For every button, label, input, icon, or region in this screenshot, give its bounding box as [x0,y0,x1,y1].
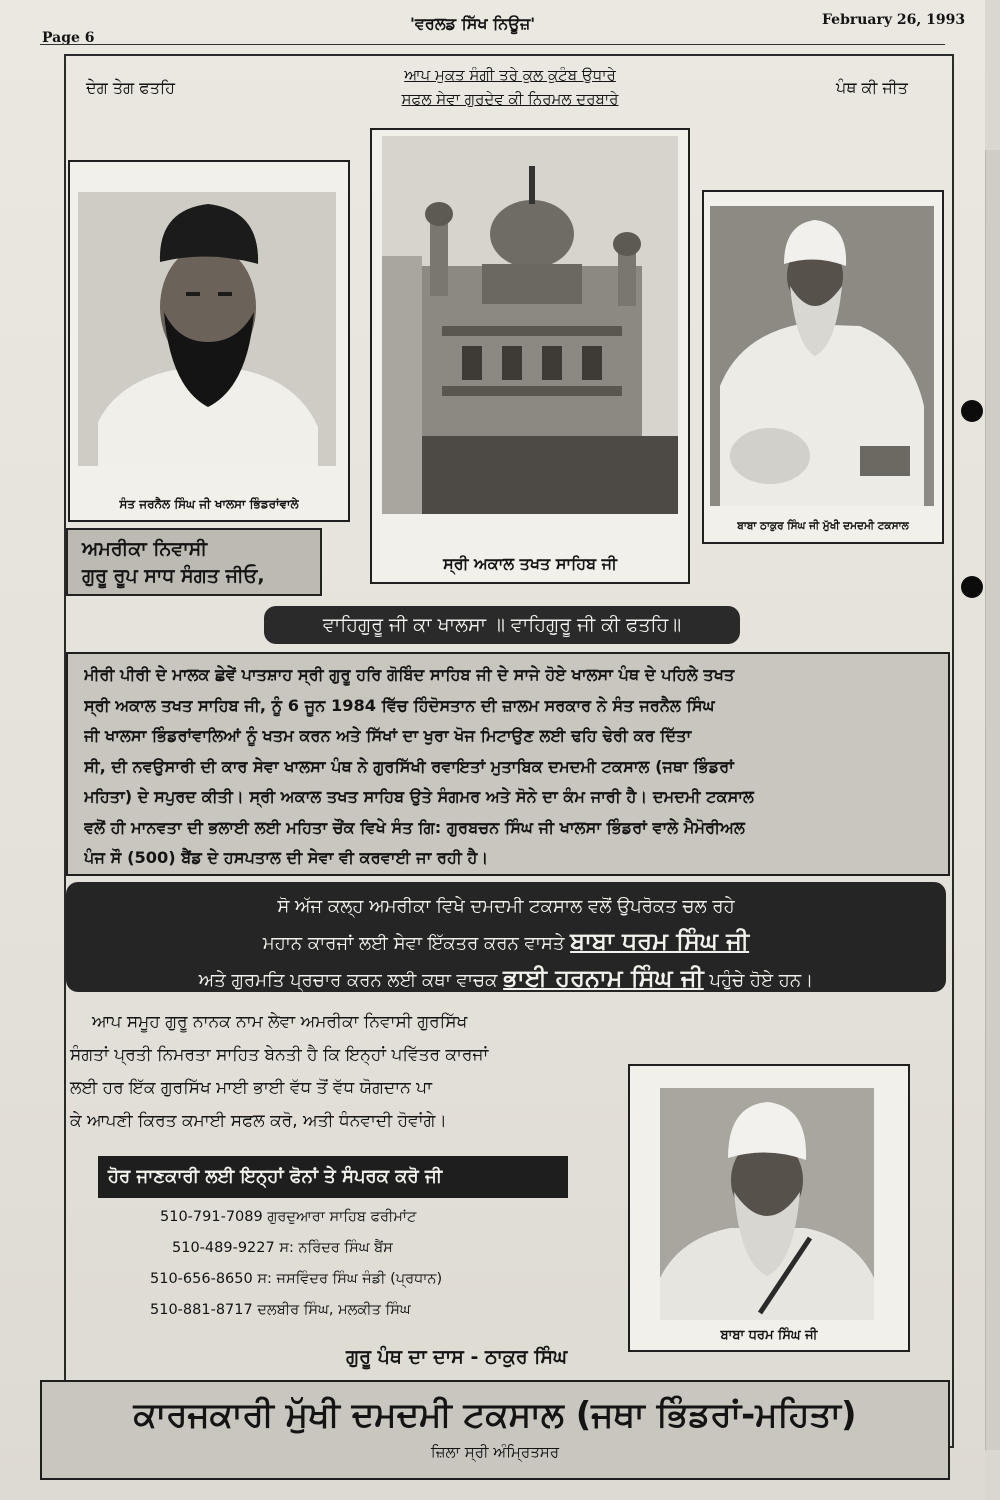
center-photo-box [370,128,690,584]
announcement-line-2 [66,924,946,961]
appeal-text [70,1006,600,1138]
background-strip [985,150,1000,1450]
phone-list [150,1202,442,1326]
appeal-line: ਕੇ ਆਪਣੀ ਕਿਰਤ ਕਮਾਈ ਸਫਲ ਕਰੋ, ਅਤੀ ਧੰਨਵਾਦੀ ਹੋਵਾਂਗੇ। [70,1111,447,1131]
portrait-photo-bottom [660,1088,874,1320]
footer-box [40,1380,950,1480]
binder-hole-bottom [961,576,983,598]
announcement-line-2-text: ਮਹਾਨ ਕਾਰਜਾਂ ਲਈ ਸੇਵਾ ਇੱਕਤਰ ਕਰਨ ਵਾਸਤੇ [262,933,565,954]
center-photo-caption: ਸ੍ਰੀ ਅਕਾਲ ਤਖਤ ਸਾਹਿਬ ਜੀ [443,554,617,573]
signature-line: ਗੁਰੂ ਪੰਥ ਦਾ ਦਾਸ - ਠਾਕੁਰ ਸਿੰਘ [346,1346,568,1368]
right-slogan: ਪੰਥ ਕੀ ਜੀਤ [836,78,908,97]
left-photo-caption: ਸੰਤ ਜਰਨੈਲ ਸਿੰਘ ਜੀ ਖਾਲਸਾ ਭਿੰਡਰਾਂਵਾਲੇ [119,497,299,511]
issue-date: February 26, 1993 [822,12,966,28]
baba-dharam-singh-name: ਬਾਬਾ ਧਰਮ ਸਿੰਘ ਜੀ [570,927,750,955]
phone-entry: 510-791-7089 ਗੁਰਦੁਆਰਾ ਸਾਹਿਬ ਫਰੀਮਾਂਟ [160,1209,417,1225]
appeal-line: ਸੰਗਤਾਂ ਪ੍ਰਤੀ ਨਿਮਰਤਾ ਸਾਹਿਤ ਬੇਨਤੀ ਹੈ ਕਿ ਇਨ੍ਹਾਂ ਪਵਿੱਤਰ ਕਾਰਜਾਂ [70,1045,489,1065]
right-photo-caption: ਬਾਬਾ ਠਾਕੁਰ ਸਿੰਘ ਜੀ ਮੁੱਖੀ ਦਮਦਮੀ ਟਕਸਾਲ [737,520,909,532]
paragraph-line: ਮਹਿਤਾ) ਦੇ ਸਪੁਰਦ ਕੀਤੀ। ਸ੍ਰੀ ਅਕਾਲ ਤਖਤ ਸਾਹਿਬ ਉਤੇ ਸੰਗਮਰ ਅਤੇ ਸੋਨੇ ਦਾ ਕੰਮ ਜਾਰੀ ਹੈ। ਦਮਦਮੀ ਟਕਸਾਲ [84,787,754,806]
left-slogan: ਦੇਗ ਤੇਗ ਫਤਹਿ [86,78,175,97]
contact-heading: ਹੋਰ ਜਾਣਕਾਰੀ ਲਈ ਇਨ੍ਹਾਂ ਫੋਨਾਂ ਤੇ ਸੰਪਰਕ ਕਰੋ ਜੀ [98,1156,568,1198]
phone-entry: 510-656-8650 ਸ: ਜਸਵਿੰਦਰ ਸਿੰਘ ਜੰਡੀ (ਪ੍ਰਧਾਨ) [150,1271,443,1287]
akal-takht-photo [382,136,678,514]
salutation-line-1: ਅਮਰੀਕਾ ਨਿਵਾਸੀ [82,538,208,560]
right-photo-box [702,190,944,544]
appeal-line: ਲਈ ਹਰ ਇੱਕ ਗੁਰਸਿੱਖ ਮਾਈ ਭਾਈ ਵੱਧ ਤੋਂ ਵੱਧ ਯੋਗਦਾਨ ਪਾ [70,1078,432,1098]
binder-hole-top [961,400,983,422]
paragraph-line: ਮੀਰੀ ਪੀਰੀ ਦੇ ਮਾਲਕ ਛੇਵੇਂ ਪਾਤਸ਼ਾਹ ਸ੍ਰੀ ਗੁਰੂ ਹਰਿ ਗੋਬਿੰਦ ਸਾਹਿਬ ਜੀ ਦੇ ਸਾਜੇ ਹੋਏ ਖਾਲਸਾ ਪੰਥ ਦੇ ਪਹਿਲੇ ਤਖਤ [84,665,735,684]
phone-entry: 510-881-8717 ਦਲਬੀਰ ਸਿੰਘ, ਮਲਕੀਤ ਸਿੰਘ [150,1302,411,1318]
phone-entry: 510-489-9227 ਸ: ਨਰਿੰਦਰ ਸਿੰਘ ਬੈਂਸ [172,1240,393,1256]
salutation-line-2: ਗੁਰੂ ਰੂਪ ਸਾਧ ਸੰਗਤ ਜੀਓ, [82,565,265,587]
newspaper-title: 'ਵਰਲਡ ਸਿੱਖ ਨਿਊਜ਼' [410,14,536,33]
page-number: Page 6 [42,30,95,46]
verse-line-2: ਸਫਲ ਸੇਵਾ ਗੁਰਦੇਵ ਕੀ ਨਿਰਮਲ ਦਰਬਾਰੇ [401,90,619,108]
paragraph-line: ਸ੍ਰੀ ਅਕਾਲ ਤਖਤ ਸਾਹਿਬ ਜੀ, ਨੂੰ 6 ਜੂਨ 1984 ਵਿੱਚ ਹਿੰਦੋਸਤਾਨ ਦੀ ਜ਼ਾਲਮ ਸਰਕਾਰ ਨੇ ਸੰਤ ਜਰਨੈਲ ਸਿੰਘ [84,695,715,715]
bottom-photo-caption: ਬਾਬਾ ਧਰਮ ਸਿੰਘ ਜੀ [720,1328,818,1343]
salutation-box [66,528,322,596]
history-paragraph-box [66,652,950,876]
paragraph-line: ਵਲੋਂ ਹੀ ਮਾਨਵਤਾ ਦੀ ਭਲਾਈ ਲਈ ਮਹਿਤਾ ਚੌਂਕ ਵਿਖੇ ਸੰਤ ਗਿ: ਗੁਰਬਚਨ ਸਿੰਘ ਜੀ ਖਾਲਸਾ ਭਿੰਡਰਾਂ ਵਾਲੇ ਮੈਮੋਰੀਅਲ [84,817,745,837]
announcement-box [66,882,946,992]
portrait-photo-right [710,206,934,506]
bhai-harnam-singh-name: ਭਾਈ ਹਰਨਾਮ ਸਿੰਘ ਜੀ [503,964,704,992]
portrait-photo-left [78,192,336,466]
announcement-line-3-end: ਪਹੁੰਚੇ ਹੋਏ ਹਨ। [709,970,814,991]
paragraph-line: ਪੰਜ ਸੌ (500) ਬੈਂਡ ਦੇ ਹਸਪਤਾਲ ਦੀ ਸੇਵਾ ਵੀ ਕਰਵਾਈ ਜਾ ਰਹੀ ਹੈ। [84,848,489,867]
header-rule [40,44,945,45]
verse-line-1: ਆਪ ਮੁਕਤ ਸੰਗੀ ਤਰੇ ਕੁਲ ਕੁਟੰਬ ਉਧਾਰੇ [404,66,616,84]
paragraph-line: ਜੀ ਖਾਲਸਾ ਭਿੰਡਰਾਂਵਾਲਿਆਂ ਨੂੰ ਖਤਮ ਕਰਨ ਅਤੇ ਸਿੱਖਾਂ ਦਾ ਖੁਰਾ ਖੋਜ ਮਿਟਾਉਣ ਲਈ ਢਹਿ ਢੇਰੀ ਕਰ ਦਿੱਤਾ [84,726,692,745]
announcement-line-3-text: ਅਤੇ ਗੁਰਮਤਿ ਪ੍ਰਚਾਰ ਕਰਨ ਲਈ ਕਥਾ ਵਾਚਕ [198,970,498,991]
left-photo-box [68,160,350,522]
announcement-line-3 [66,961,946,998]
paragraph-line: ਸੀ, ਦੀ ਨਵਉਸਾਰੀ ਦੀ ਕਾਰ ਸੇਵਾ ਖਾਲਸਾ ਪੰਥ ਨੇ ਗੁਰਸਿੱਖੀ ਰਵਾਇਤਾਂ ਮੁਤਾਬਿਕ ਦਮਦਮੀ ਟਕਸਾਲ (ਜਥਾ ਭਿੰਡਰਾਂ [84,756,734,776]
footer-subtitle: ਜ਼ਿਲਾ ਸ੍ਰੀ ਅੰਮ੍ਰਿਤਸਰ [430,1443,560,1461]
bottom-photo-box [628,1064,910,1352]
announcement-line-1: ਸੋ ਅੱਜ ਕਲ੍ਹ ਅਮਰੀਕਾ ਵਿਖੇ ਦਮਦਮੀ ਟਕਸਾਲ ਵਲੋਂ ਉਪਰੋਕਤ ਚਲ ਰਹੇ [277,896,735,917]
appeal-line: ਆਪ ਸਮੂਹ ਗੁਰੂ ਨਾਨਕ ਨਾਮ ਲੇਵਾ ਅਮਰੀਕਾ ਨਿਵਾਸੀ ਗੁਰਸਿੱਖ [92,1012,468,1032]
greeting-banner: ਵਾਹਿਗੁਰੂ ਜੀ ਕਾ ਖਾਲਸਾ ॥ ਵਾਹਿਗੁਰੂ ਜੀ ਕੀ ਫਤਹਿ॥ [264,606,740,644]
footer-title: ਕਾਰਜਕਾਰੀ ਮੁੱਖੀ ਦਮਦਮੀ ਟਕਸਾਲ (ਜਥਾ ਭਿੰਡਰਾਂ-ਮਹਿਤਾ) [133,1395,857,1435]
